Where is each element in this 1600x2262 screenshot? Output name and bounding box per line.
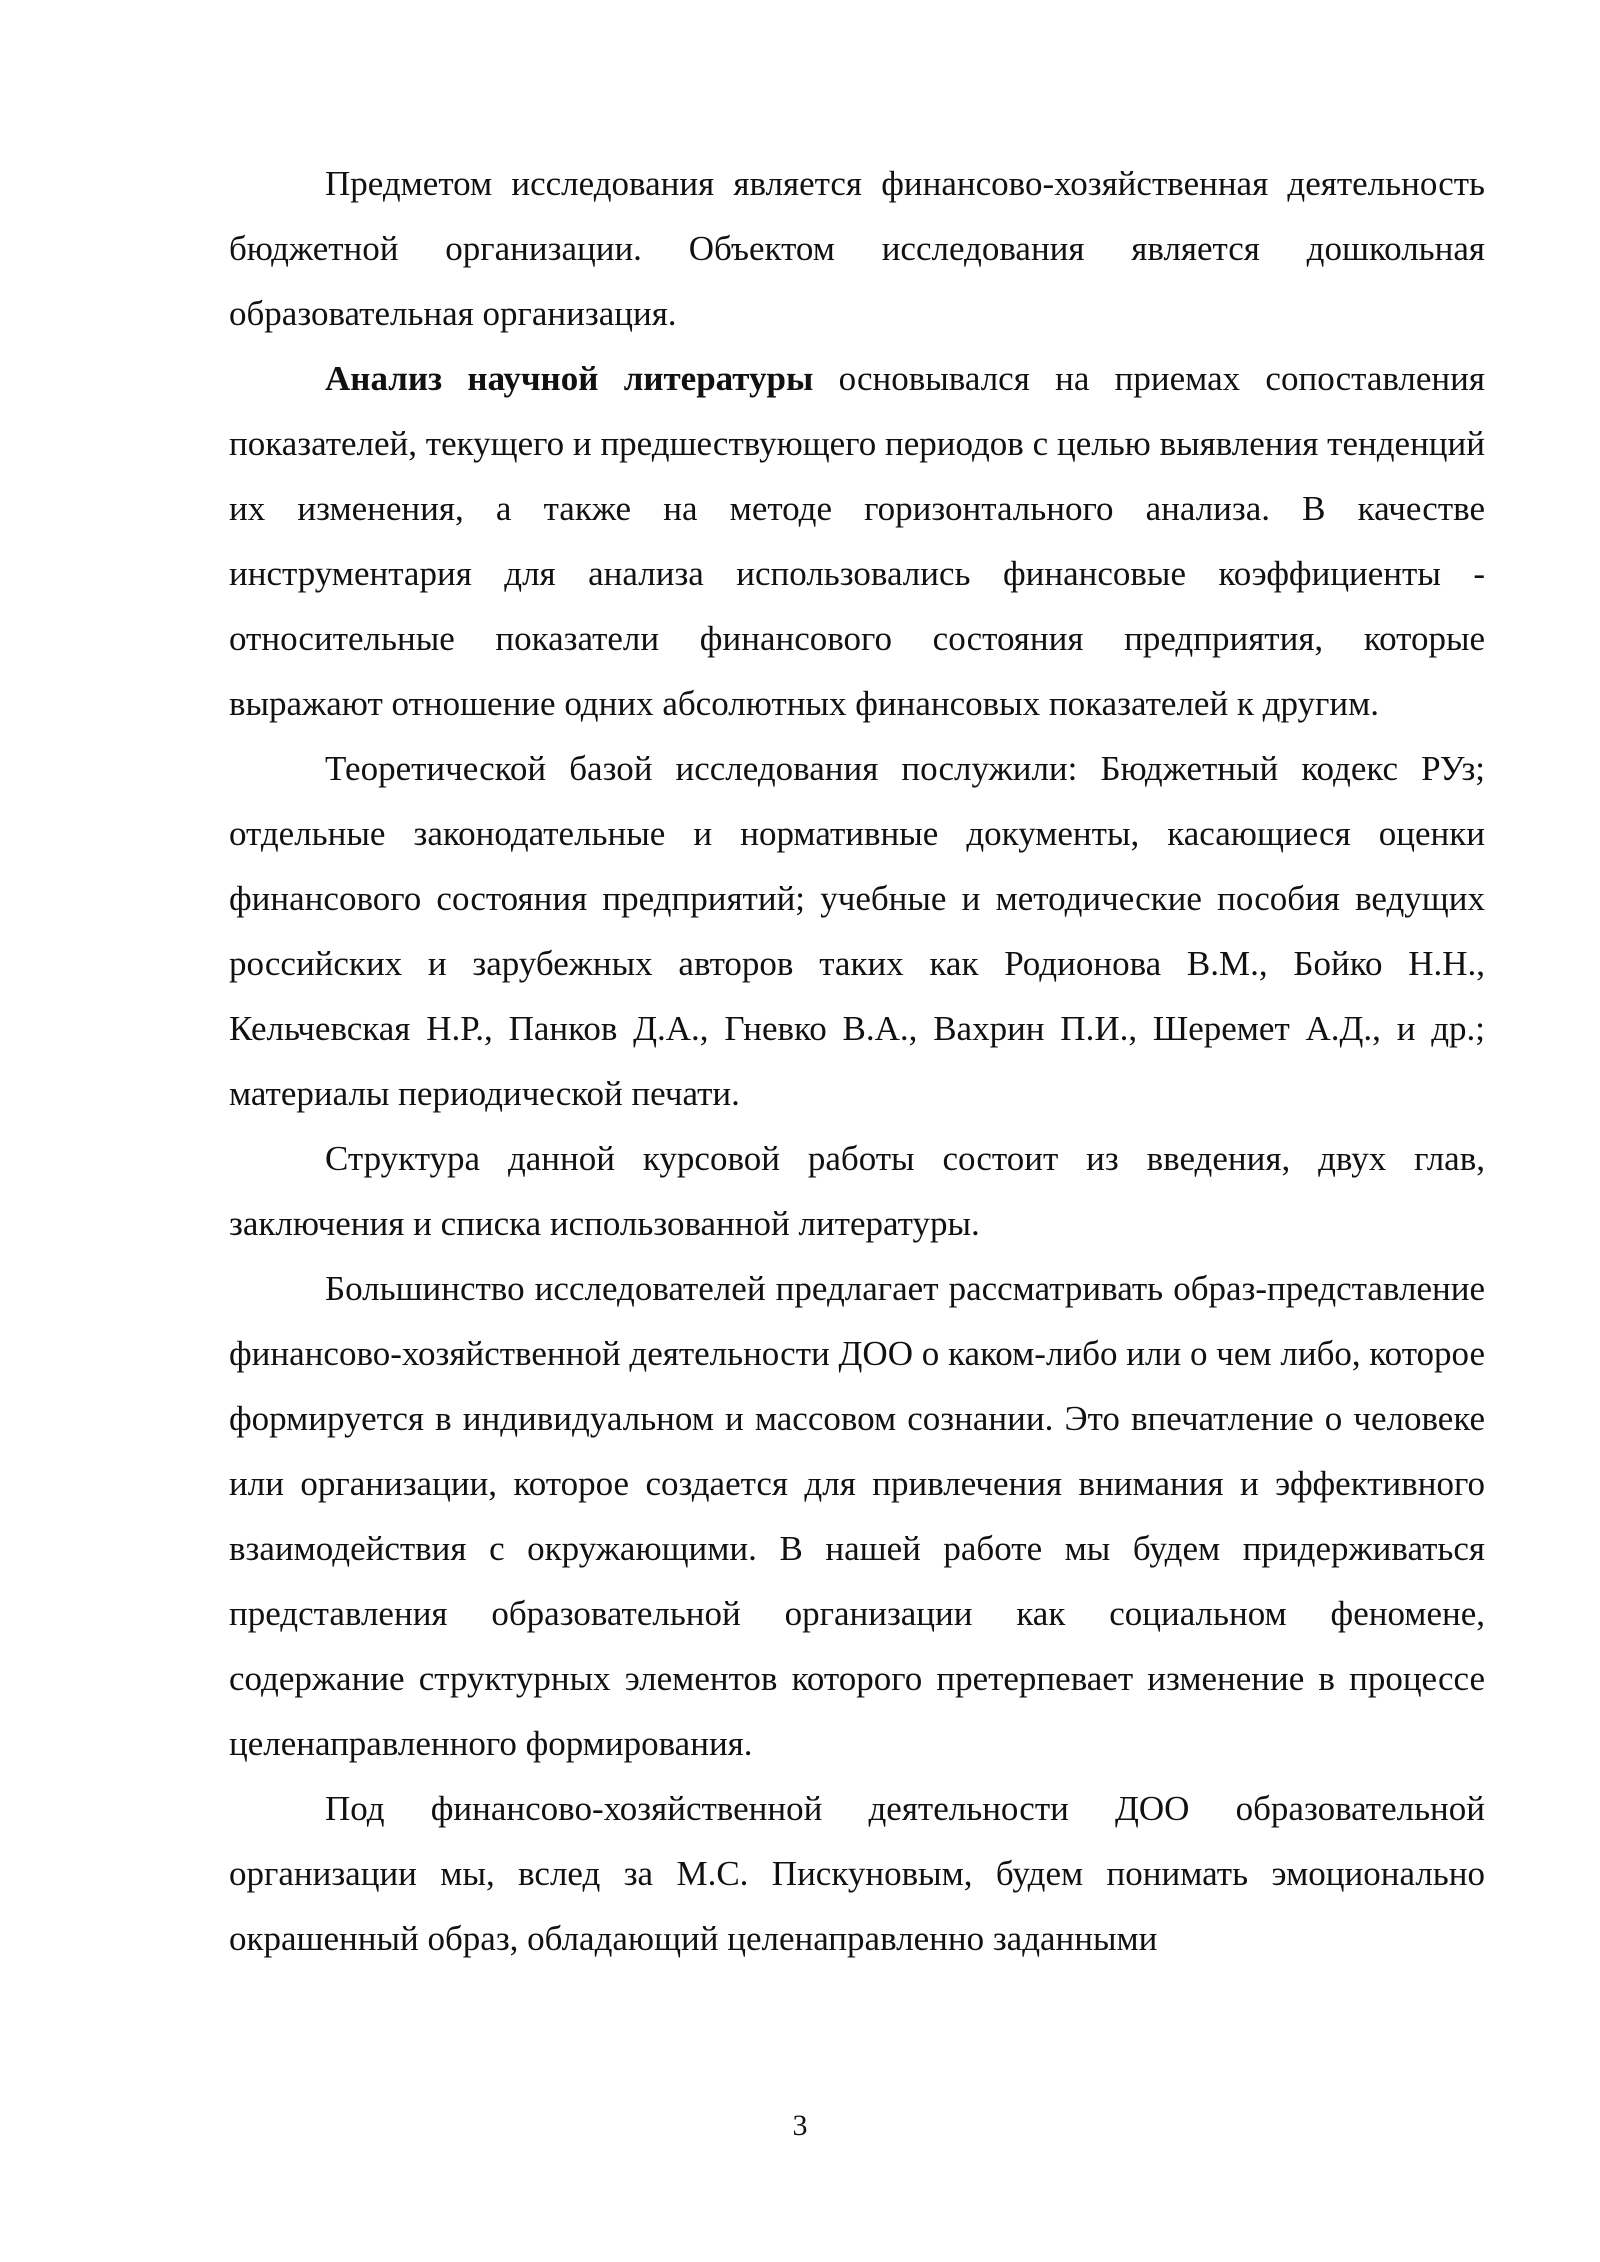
paragraph-text: Структура данной курсовой работы состоит из введения, двух глав, заключения и списка использованной литературы. (229, 1139, 1485, 1243)
page-number: 3 (792, 2109, 808, 2142)
paragraph-text: основывался на приемах сопоставления показателей, текущего и предшествующего периодов с целью выявления тенденций их изменения, а также на методе горизонтального анализа. В качестве инструментария для анализа использовались финансовые коэффициенты - относительные показатели финансового состояния предприятия, которые выражают отношение одних абсолютных финансовых показателей к другим. (229, 359, 1485, 723)
paragraph-theoretical-base (229, 736, 1485, 1126)
paragraph-text: Теоретической базой исследования послужили: Бюджетный кодекс РУз; отдельные законодательные и нормативные документы, касающиеся оценки финансового состояния предприятий; учебные и методические пособия ведущих российских и зарубежных авторов таких как Родионова В.М., Бойко Н.Н., Кельчевская Н.Р., Панков Д.А., Гневко В.А., Вахрин П.И., Шеремет А.Д., и др.; материалы периодической печати. (229, 749, 1485, 1113)
paragraph-literature-analysis (229, 346, 1485, 736)
paragraph-text: Предметом исследования является финансово-хозяйственная деятельность бюджетной организации. Объектом исследования является дошкольная образовательная организация. (229, 164, 1485, 333)
paragraph-structure (229, 1126, 1485, 1256)
paragraph-researchers (229, 1256, 1485, 1776)
paragraph-definition (229, 1776, 1485, 1971)
paragraph-subject-object (229, 151, 1485, 346)
paragraph-bold-lead: Анализ научной литературы (325, 359, 814, 398)
document-body (229, 151, 1485, 1971)
paragraph-text: Большинство исследователей предлагает рассматривать образ-представление финансово-хозяйственной деятельности ДОО о каком-либо или о чем либо, которое формируется в индивидуальном и массовом сознании. Это впечатление о человеке или организации, которое создается для привлечения внимания и эффективного взаимодействия с окружающими. В нашей работе мы будем придерживаться представления образовательной организации как социальном феномене, содержание структурных элементов которого претерпевает изменение в процессе целенаправленного формирования. (229, 1269, 1485, 1763)
paragraph-text: Под финансово-хозяйственной деятельности ДОО образовательной организации мы, вслед за М.С. Пискуновым, будем понимать эмоционально окрашенный образ, обладающий целенаправленно заданными (229, 1789, 1485, 1958)
